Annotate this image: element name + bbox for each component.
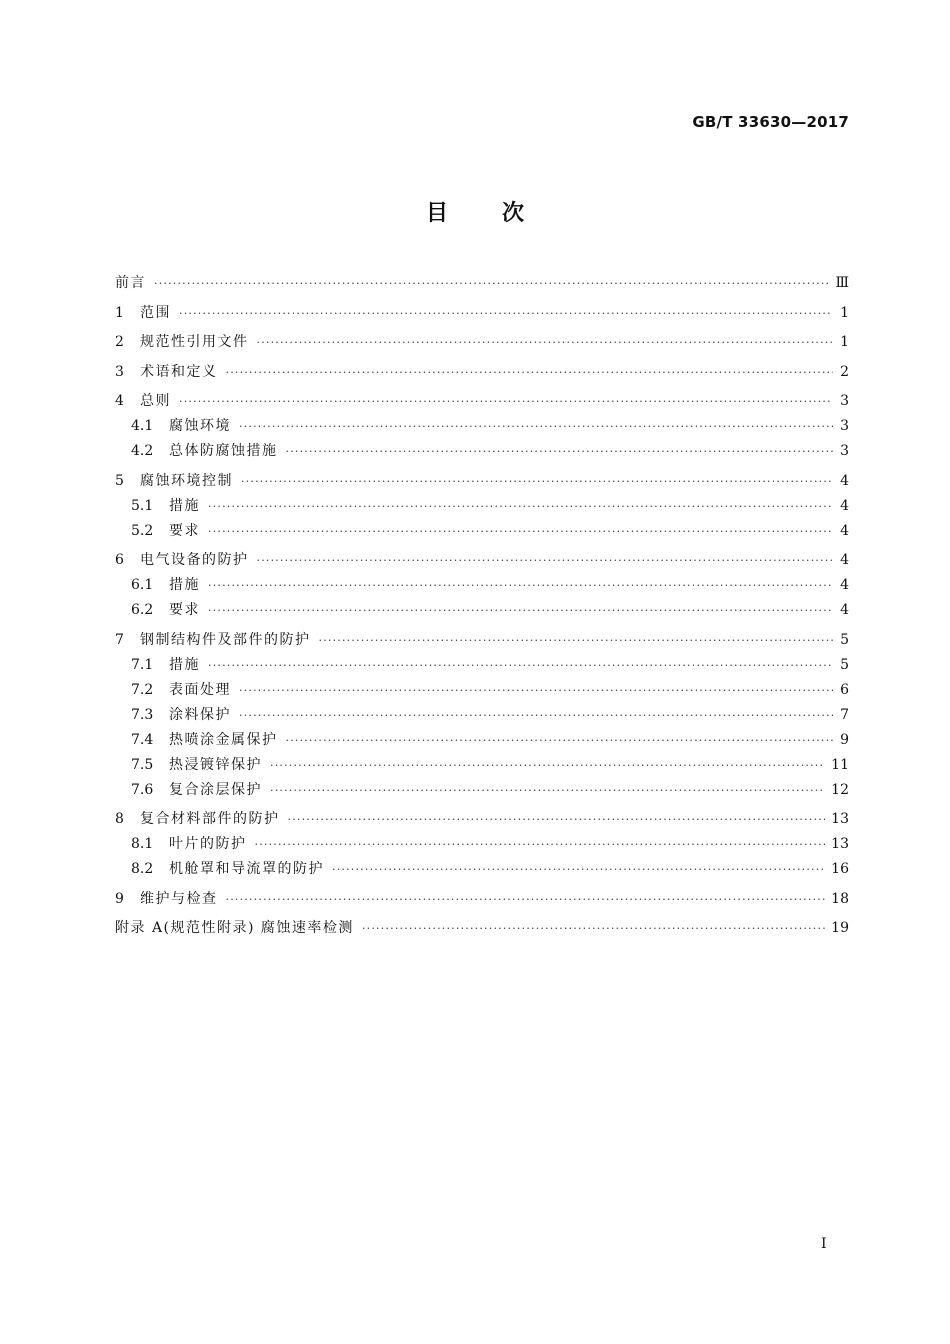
toc-entry-number: 5.1 — [131, 497, 154, 514]
dot-leader — [239, 420, 833, 433]
toc-entry-label: 复合涂层保护 — [169, 781, 262, 798]
toc-title: 目次 — [425, 201, 578, 226]
toc-entry-page: 1 — [840, 334, 849, 350]
toc-entry-page: 3 — [840, 418, 849, 434]
toc-entry-page: 6 — [840, 681, 849, 698]
toc-entry-number: 7 — [115, 631, 124, 648]
toc-entry-label: 措施 — [169, 497, 200, 514]
toc-entry-label: 复合材料部件的防护 — [140, 811, 280, 827]
toc-entry[interactable] — [115, 729, 849, 754]
toc-entry-number: 9 — [115, 890, 124, 907]
toc-entry-label: 措施 — [169, 577, 200, 593]
dot-leader — [362, 922, 825, 935]
standard-code: GB/T 33630—2017 — [692, 113, 849, 131]
toc-entry-label: 热喷涂金属保护 — [169, 731, 278, 748]
toc-entry-page: 4 — [840, 602, 849, 618]
dot-leader — [286, 445, 834, 458]
toc-entry-number: 7.6 — [131, 781, 154, 798]
toc-entry-number: 7.3 — [131, 706, 154, 723]
toc-entry-label: 总体防腐蚀措施 — [169, 443, 278, 459]
toc-entry-number: 7.5 — [131, 756, 154, 773]
toc-entry-number: 1 — [115, 304, 124, 321]
toc-entry[interactable] — [115, 390, 849, 415]
toc-entry-page: 16 — [831, 861, 849, 877]
toc-entry-label: 表面处理 — [169, 681, 231, 698]
toc-entry-label: 腐蚀环境控制 — [140, 472, 233, 489]
toc-entry-page: 5 — [840, 631, 849, 648]
toc-entry-page: 3 — [840, 443, 849, 459]
toc-entry-page: 3 — [840, 393, 849, 409]
toc-entry-label: 附录 A(规范性附录) 腐蚀速率检测 — [115, 920, 354, 936]
toc-entry[interactable] — [115, 833, 849, 858]
toc-entry-page: 4 — [840, 472, 849, 489]
toc-entry-label: 范围 — [140, 304, 171, 321]
dot-leader — [208, 525, 833, 538]
dot-leader — [257, 554, 834, 567]
dot-leader — [179, 307, 833, 320]
dot-leader — [239, 709, 833, 722]
toc-entry[interactable] — [115, 440, 849, 465]
dot-leader — [255, 838, 826, 851]
toc-entry-label: 总则 — [140, 393, 171, 409]
toc-entry-label: 叶片的防护 — [169, 836, 247, 852]
toc-entry-page: 1 — [840, 304, 849, 321]
toc-entry-number: 6.1 — [131, 577, 154, 593]
toc-entry-number: 3 — [115, 363, 124, 380]
dot-leader — [154, 277, 829, 290]
toc-entry-page: 19 — [831, 920, 849, 936]
toc-entry-label: 要求 — [169, 602, 200, 618]
toc-entry[interactable] — [115, 302, 849, 327]
toc-entry[interactable] — [115, 679, 849, 704]
dot-leader — [241, 475, 833, 488]
toc-entry[interactable] — [115, 470, 849, 495]
dot-leader — [208, 659, 833, 672]
toc-entry-number: 4.2 — [131, 443, 154, 459]
toc-entry[interactable] — [115, 629, 849, 654]
toc-entry-number: 4.1 — [131, 418, 154, 434]
dot-leader — [286, 734, 834, 747]
toc-entry[interactable] — [115, 654, 849, 679]
toc-entry-number: 6 — [115, 552, 124, 568]
toc-entry-page: 12 — [831, 781, 849, 798]
toc-entry-label: 钢制结构件及部件的防护 — [140, 631, 311, 648]
toc-entry-page: 13 — [831, 836, 849, 852]
toc-entry[interactable] — [115, 331, 849, 356]
toc-entry[interactable] — [115, 599, 849, 624]
toc-entry-label: 措施 — [169, 656, 200, 673]
toc-entry-page: 5 — [840, 656, 849, 673]
toc-entry-number: 6.2 — [131, 602, 154, 618]
dot-leader — [179, 395, 833, 408]
toc-entry-page: 4 — [840, 497, 849, 514]
toc-entry-label: 机舱罩和导流罩的防护 — [169, 861, 324, 877]
toc-entry[interactable] — [115, 888, 849, 913]
toc-entry[interactable] — [115, 272, 849, 297]
toc-entry-number: 8.1 — [131, 836, 154, 852]
toc-entry-label: 规范性引用文件 — [140, 334, 249, 350]
toc-entry-page: 4 — [840, 522, 849, 539]
toc-entry-number: 8.2 — [131, 861, 154, 877]
toc-entry-label: 热浸镀锌保护 — [169, 756, 262, 773]
toc-entry[interactable] — [115, 574, 849, 599]
toc-entry-page: 13 — [831, 811, 849, 827]
toc-entry-label: 涂料保护 — [169, 706, 231, 723]
toc-entry-number: 2 — [115, 334, 124, 350]
dot-leader — [208, 500, 833, 513]
dot-leader — [208, 579, 833, 592]
toc-entry-page: 18 — [831, 890, 849, 907]
toc-entry[interactable] — [115, 415, 849, 440]
dot-leader — [257, 336, 834, 349]
toc-entry[interactable] — [115, 779, 849, 804]
toc-entry-number: 7.1 — [131, 656, 154, 673]
toc-entry-number: 7.4 — [131, 731, 154, 748]
toc-entry[interactable] — [115, 704, 849, 729]
toc-entry-page: 9 — [840, 731, 849, 748]
toc-entry-label: 前言 — [115, 275, 146, 291]
toc-entry[interactable] — [115, 361, 849, 386]
toc-entry[interactable] — [115, 520, 849, 545]
dot-leader — [239, 684, 833, 697]
toc-entry-number: 5 — [115, 472, 124, 489]
toc-entry[interactable] — [115, 549, 849, 574]
dot-leader — [319, 634, 834, 647]
toc-entry[interactable] — [115, 808, 849, 833]
toc-entry-page: 7 — [840, 706, 849, 723]
toc-entry[interactable] — [115, 754, 849, 779]
toc-entry-number: 7.2 — [131, 681, 154, 698]
toc-entry-number: 4 — [115, 393, 124, 409]
toc-entry-number: 8 — [115, 811, 124, 827]
toc-entry-page: Ⅲ — [835, 275, 849, 291]
dot-leader — [332, 863, 825, 876]
dot-leader — [226, 366, 834, 379]
dot-leader — [270, 784, 825, 797]
toc-entry-label: 电气设备的防护 — [140, 552, 249, 568]
dot-leader — [226, 893, 826, 906]
table-of-contents — [115, 272, 849, 942]
toc-entry[interactable] — [115, 858, 849, 883]
dot-leader — [270, 759, 825, 772]
toc-entry[interactable] — [115, 917, 849, 942]
toc-entry-page: 11 — [831, 756, 849, 773]
toc-entry-label: 腐蚀环境 — [169, 418, 231, 434]
toc-entry-page: 4 — [840, 552, 849, 568]
toc-entry[interactable] — [115, 495, 849, 520]
toc-entry-number: 5.2 — [131, 522, 154, 539]
toc-entry-page: 4 — [840, 577, 849, 593]
toc-entry-label: 维护与检查 — [140, 890, 218, 907]
dot-leader — [208, 604, 833, 617]
dot-leader — [288, 813, 826, 826]
page-number: I — [821, 1236, 827, 1252]
toc-entry-label: 要求 — [169, 522, 200, 539]
toc-entry-page: 2 — [840, 363, 849, 380]
toc-entry-label: 术语和定义 — [140, 363, 218, 380]
